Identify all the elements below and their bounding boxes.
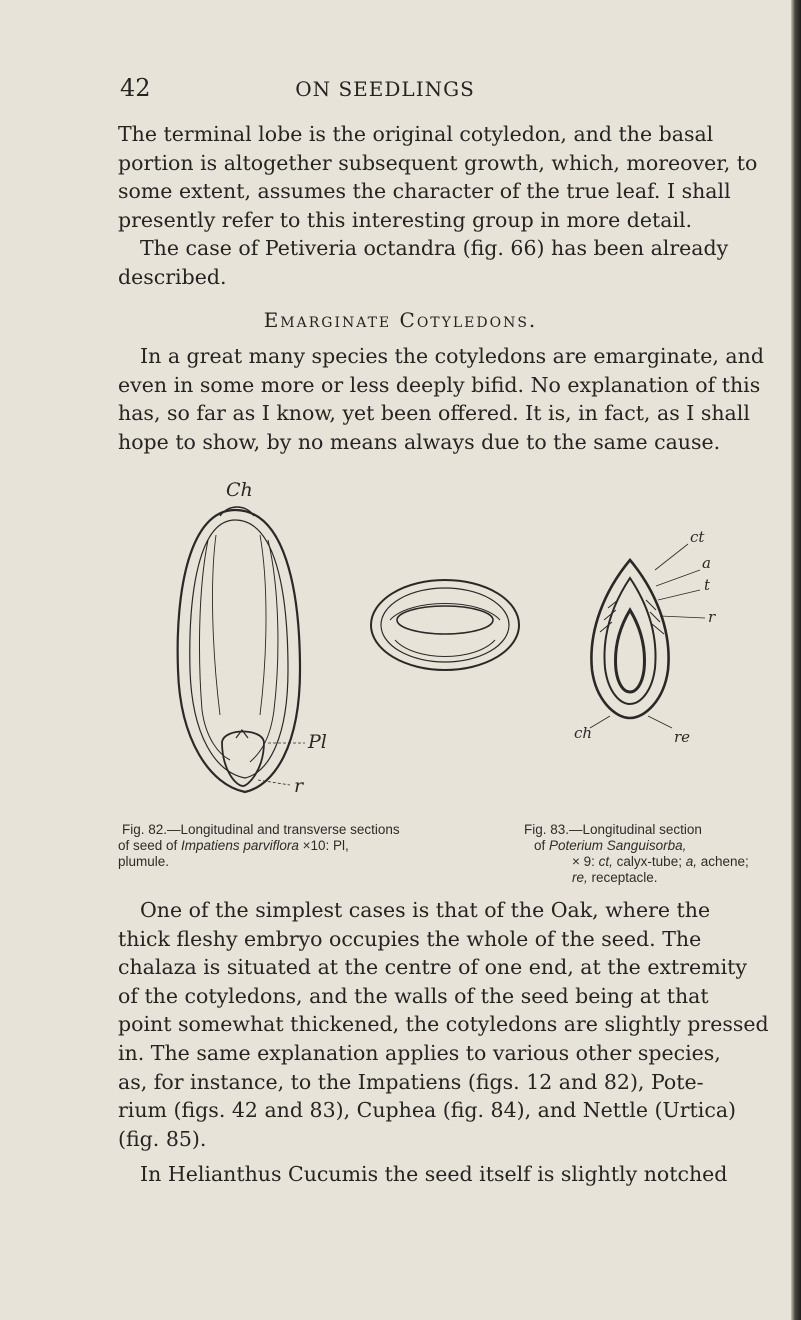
caption-line [118,838,508,854]
caption-abbrev: ct, [598,854,613,869]
text-line: point somewhat thickened, the cotyledons are slightly pressed [118,1012,769,1037]
caption-species: Impatiens parviflora [181,838,299,853]
calyx-tube-outline [591,560,668,718]
leader-a [656,570,700,586]
label-re: re [674,728,691,746]
caption-species: Poterium Sanguisorba, [549,838,687,853]
caption-line [118,822,508,838]
caption-text: ×10: Pl, [298,838,349,853]
caption-text: Fig. 82.—Longitudinal and transverse sections [122,822,400,837]
running-head: ON SEEDLINGS [295,77,475,101]
text-line: presently refer to this interesting group in more detail. [118,207,693,232]
transverse-embryo-slit [397,606,493,634]
label-r: r [708,608,716,626]
text-line: chalaza is situated at the centre of one end, at the extremity [118,955,748,980]
text-line: The case of Petiveria octandra (fig. 66) has been already [140,236,729,261]
figure-83-illustration [560,520,750,750]
paragraph-helianthus [118,1160,758,1189]
caption-text: receptacle. [587,870,658,885]
calyx-hatching [600,600,664,634]
cotyledon-line-mid2 [260,535,266,715]
page-number: 42 [120,74,151,102]
caption-text: plumule. [118,854,170,869]
caption-text: of [534,838,550,853]
caption-line [524,854,764,870]
text-line: hope to show, by no means always due to the same cause. [118,429,721,454]
page-edge-shadow [791,0,801,1320]
paragraph-emarginate [118,342,764,456]
seed-outline [616,610,645,692]
figure-82-caption [118,822,508,870]
text-line: portion is altogether subsequent growth, which, moreover, to [118,150,758,175]
transverse-cotyledon-line-lower [395,640,495,657]
text-line: as, for instance, to the Impatiens (figs. 12 and 82), Pote- [118,1069,704,1094]
caption-text: × 9: [572,854,599,869]
cotyledon-line-right [250,540,278,762]
label-ch: Ch [226,480,253,501]
section-heading: Emarginate Cotyledons. [263,308,538,332]
caption-line [524,870,764,886]
text-line: (fig. 85). [118,1126,207,1151]
caption-text: Fig. 83.—Longitudinal section [524,822,702,837]
caption-line [524,838,764,854]
paragraph-oak [118,896,769,1153]
cotyledon-line-mid [213,535,220,715]
text-line: rium (figs. 42 and 83), Cuphea (fig. 84), and Nettle (Urtica) [118,1098,737,1123]
label-a: a [702,554,711,572]
text-line: described. [118,264,227,289]
achene-outline [604,578,655,704]
caption-abbrev: re, [572,870,588,885]
caption-line [524,822,764,838]
label-pl: Pl [308,731,327,753]
page-header [0,74,801,114]
text-line: In Helianthus Cucumis the seed itself is slightly notched [140,1162,728,1186]
caption-text: achene; [696,854,749,869]
text-line: The terminal lobe is the original cotyledon, and the basal [118,122,714,146]
figure-82-illustration [150,480,570,820]
leader-t [658,590,700,600]
text-line: thick fleshy embryo occupies the whole of the seed. The [118,926,702,951]
text-line: even in some more or less deeply bifid. No explanation of this [118,372,761,397]
leader-ch [590,716,610,728]
leader-re [648,716,672,728]
label-ch: ch [574,724,593,742]
leader-ct [655,544,688,570]
text-line: of the cotyledons, and the walls of the seed being at that [118,983,709,1008]
caption-abbrev: a, [685,854,697,869]
label-r: r [294,775,304,797]
text-line: has, so far as I know, yet been offered. It is, in fact, as I shall [118,401,750,426]
text-line: in. The same explanation applies to various other species, [118,1040,721,1065]
leader-r [660,616,705,618]
text-line: some extent, assumes the character of the true leaf. I shall [118,179,731,204]
caption-text: calyx-tube; [612,854,686,869]
cotyledon-line-left [200,540,230,760]
label-t: t [704,576,711,594]
seed-outer-outline [178,510,300,792]
text-line: One of the simplest cases is that of the Oak, where the [140,898,711,922]
text-line: In a great many species the cotyledons are emarginate, and [140,344,764,368]
caption-line [118,854,508,870]
label-ct: ct [690,528,705,546]
caption-text: of seed of [118,838,182,853]
figure-83-caption [524,822,764,886]
paragraph-terminal-lobe [118,120,758,292]
